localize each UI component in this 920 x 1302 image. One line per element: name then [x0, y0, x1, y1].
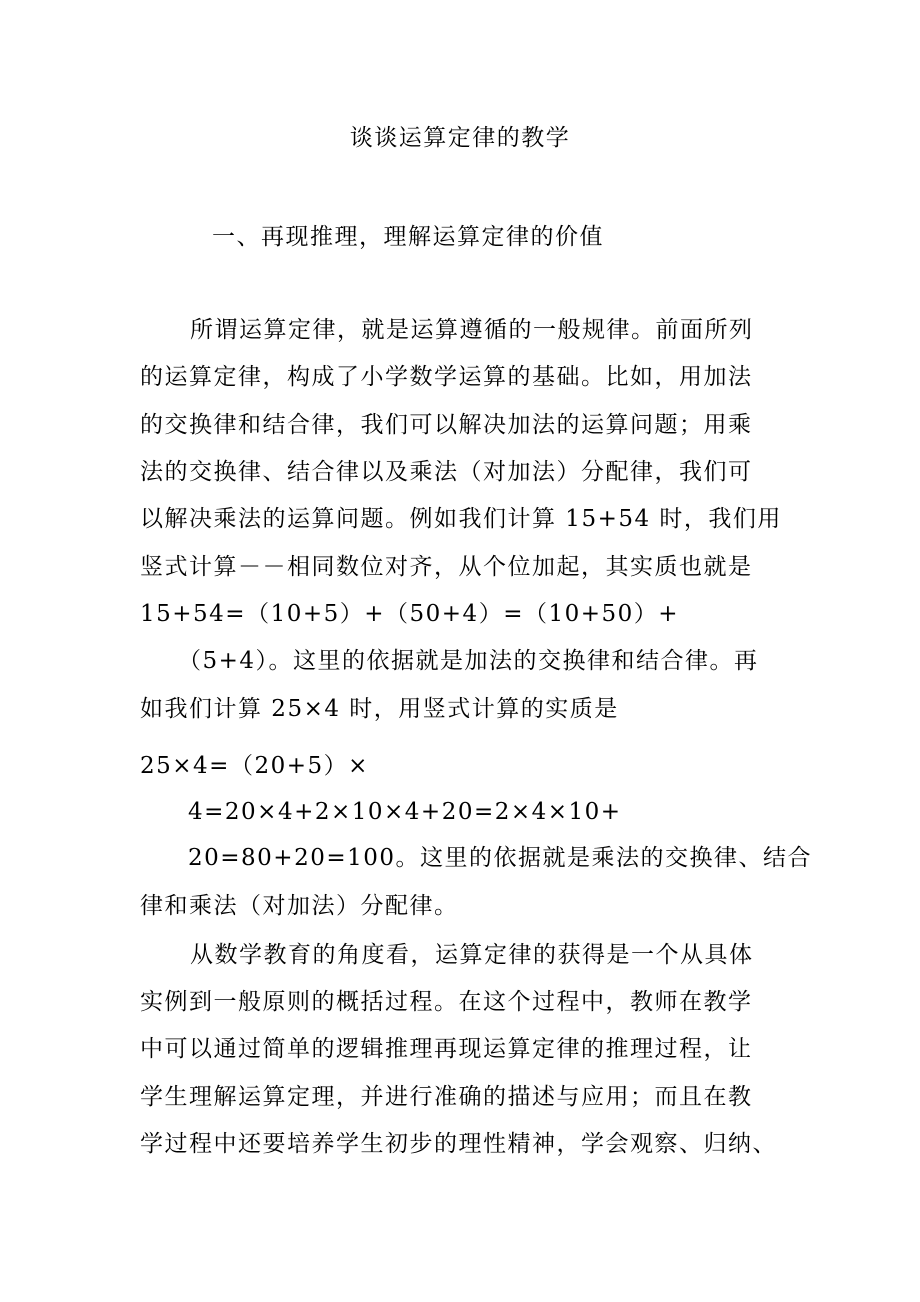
body-line: 律和乘法（对加法）分配律。 [140, 893, 459, 919]
body-line: 从数学教育的角度看，运算定律的获得是一个从具体 [190, 942, 754, 968]
document-title: 谈谈运算定律的教学 [349, 125, 571, 151]
body-line: 学过程中还要培养学生初步的理性精神，学会观察、归纳、 [140, 1131, 777, 1157]
body-line: 4=20×4+2×10×4+20=2×4×10+ [188, 799, 622, 825]
body-line: 如我们计算 25×4 时，用竖式计算的实质是 [140, 696, 619, 722]
body-line: 15+54=（10+5）+（50+4）=（10+50）+ [140, 601, 680, 627]
body-line: 所谓运算定律，就是运算遵循的一般规律。前面所列 [190, 317, 754, 343]
section-heading: 一、再现推理，理解运算定律的价值 [212, 224, 604, 250]
body-line: 的运算定律，构成了小学数学运算的基础。比如，用加法 [140, 364, 753, 390]
body-line: 中可以通过简单的逻辑推理再现运算定律的推理过程，让 [140, 1036, 753, 1062]
body-line: 的交换律和结合律，我们可以解决加法的运算问题；用乘 [140, 412, 753, 438]
body-line: 学生理解运算定理，并进行准确的描述与应用；而且在教 [140, 1084, 753, 1110]
body-line: 25×4=（20+5）× [140, 753, 369, 779]
body-line: 法的交换律、结合律以及乘法（对加法）分配律，我们可 [140, 459, 753, 485]
body-line: （5+4）。这里的依据就是加法的交换律和结合律。再 [178, 648, 759, 674]
body-line: 20=80+20=100。这里的依据就是乘法的交换律、结合 [188, 845, 813, 871]
body-line: 以解决乘法的运算问题。例如我们计算 15+54 时，我们用 [140, 506, 782, 532]
body-line: 实例到一般原则的概括过程。在这个过程中，教师在教学 [140, 989, 753, 1015]
body-line: 竖式计算－－相同数位对齐，从个位加起，其实质也就是 [140, 554, 753, 580]
